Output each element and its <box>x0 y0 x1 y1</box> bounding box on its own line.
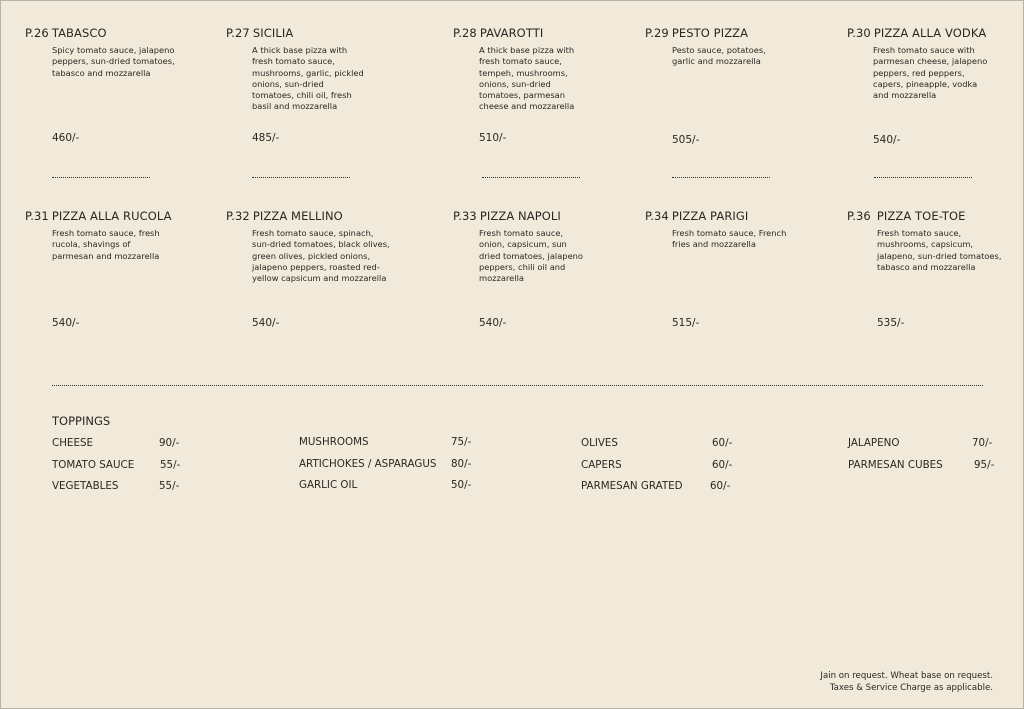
item-code: P.31 <box>25 209 49 223</box>
item-price: 535/- <box>877 317 905 329</box>
topping-price: 55/- <box>159 480 180 492</box>
footer-note <box>820 670 993 694</box>
item-code: P.32 <box>226 209 250 223</box>
toppings-title: TOPPINGS <box>52 414 111 428</box>
topping-price: 55/- <box>160 459 181 471</box>
item-price: 540/- <box>479 317 507 329</box>
item-code: P.27 <box>226 26 250 40</box>
item-title <box>453 209 633 223</box>
separator <box>672 177 770 178</box>
topping-price: 60/- <box>712 459 733 471</box>
topping-name: CHEESE <box>52 437 93 449</box>
separator <box>52 177 150 178</box>
topping-name: ARTICHOKES / ASPARAGUS <box>299 458 437 470</box>
item-title <box>25 26 205 40</box>
topping-price: 70/- <box>972 437 993 449</box>
topping-name: OLIVES <box>581 437 618 449</box>
item-name: PIZZA ALLA VODKA <box>873 26 987 40</box>
item-title <box>645 26 825 40</box>
item-description: Fresh tomato sauce, onion, capsicum, sun dried tomatoes, jalapeno peppers, chili oil and mozzarella <box>479 228 584 284</box>
item-name: PIZZA TOE-TOE <box>876 209 966 223</box>
item-code: P.33 <box>453 209 477 223</box>
item-code: P.34 <box>645 209 669 223</box>
item-description: Spicy tomato sauce, jalapeno peppers, sun-dried tomatoes, tabasco and mozzarella <box>52 45 175 78</box>
item-code: P.26 <box>25 26 49 40</box>
topping-name: TOMATO SAUCE <box>52 459 135 471</box>
topping-price: 95/- <box>974 459 995 471</box>
item-title <box>645 209 825 223</box>
item-price: 540/- <box>873 134 901 146</box>
menu-item <box>25 26 205 144</box>
menu-item <box>645 26 825 146</box>
topping-price: 50/- <box>451 479 472 491</box>
item-price: 515/- <box>672 317 700 329</box>
item-description: Fresh tomato sauce, French fries and mozzarella <box>672 228 787 250</box>
topping-name: GARLIC OIL <box>299 479 358 491</box>
topping-price: 80/- <box>451 458 472 470</box>
item-code: P.28 <box>453 26 477 40</box>
item-description: Fresh tomato sauce with parmesan cheese, jalapeno peppers, red peppers, capers, pineapple, vodka and mozzarella <box>873 45 988 101</box>
item-name: PIZZA PARIGI <box>671 209 749 223</box>
topping-name: VEGETABLES <box>52 480 119 492</box>
topping-name: JALAPENO <box>848 437 900 449</box>
topping-name: PARMESAN GRATED <box>581 480 683 492</box>
item-title <box>25 209 205 223</box>
item-description: A thick base pizza with fresh tomato sauce, mushrooms, garlic, pickled onions, sun-dried tomatoes, chili oil, fresh basil and mozzarella <box>252 45 364 112</box>
footer-line-1: Jain on request. Wheat base on request. <box>820 671 993 681</box>
item-description: Fresh tomato sauce, mushrooms, capsicum, jalapeno, sun-dried tomatoes, tabasco and mozzarella <box>877 228 1002 272</box>
item-title <box>847 26 1024 40</box>
item-name: PIZZA ALLA RUCOLA <box>51 209 172 223</box>
menu-item <box>847 209 1024 329</box>
section-separator <box>52 385 983 386</box>
menu-item <box>453 26 633 144</box>
topping-price: 60/- <box>710 480 731 492</box>
item-title <box>226 209 406 223</box>
item-name: TABASCO <box>51 26 107 40</box>
item-description: Fresh tomato sauce, spinach, sun-dried tomatoes, black olives, green olives, pickled onions, jalapeno peppers, roasted red-yellow capsicum and mozzarella <box>252 228 390 284</box>
menu-item <box>453 209 633 329</box>
item-name: SICILIA <box>252 26 294 40</box>
item-code: P.36 <box>847 209 871 223</box>
item-name: PIZZA MELLINO <box>252 209 343 223</box>
topping-price: 75/- <box>451 436 472 448</box>
item-code: P.30 <box>847 26 871 40</box>
item-name: PIZZA NAPOLI <box>479 209 561 223</box>
separator <box>252 177 350 178</box>
item-title <box>453 26 633 40</box>
separator <box>482 177 580 178</box>
separator <box>874 177 972 178</box>
item-description: A thick base pizza with fresh tomato sauce, tempeh, mushrooms, onions, sun-dried tomatoes, parmesan cheese and mozzarella <box>479 45 575 112</box>
item-title <box>847 209 1024 223</box>
menu-item <box>847 26 1024 146</box>
item-price: 540/- <box>52 317 80 329</box>
item-price: 540/- <box>252 317 280 329</box>
topping-price: 60/- <box>712 437 733 449</box>
menu-item <box>645 209 825 329</box>
menu-item <box>226 209 406 329</box>
item-price: 510/- <box>479 132 507 144</box>
item-title <box>226 26 406 40</box>
item-price: 460/- <box>52 132 80 144</box>
topping-name: MUSHROOMS <box>299 436 369 448</box>
item-name: PAVAROTTI <box>479 26 544 40</box>
topping-name: CAPERS <box>581 459 622 471</box>
menu-item <box>25 209 205 329</box>
item-price: 505/- <box>672 134 700 146</box>
item-name: PESTO PIZZA <box>671 26 749 40</box>
topping-price: 90/- <box>159 437 180 449</box>
item-description: Fresh tomato sauce, fresh rucola, shavings of parmesan and mozzarella <box>52 228 160 261</box>
item-description: Pesto sauce, potatoes, garlic and mozzarella <box>672 45 766 67</box>
topping-name: PARMESAN CUBES <box>848 459 943 471</box>
item-price: 485/- <box>252 132 280 144</box>
item-code: P.29 <box>645 26 669 40</box>
footer-line-2: Taxes & Service Charge as applicable. <box>829 683 993 693</box>
menu-item <box>226 26 406 144</box>
